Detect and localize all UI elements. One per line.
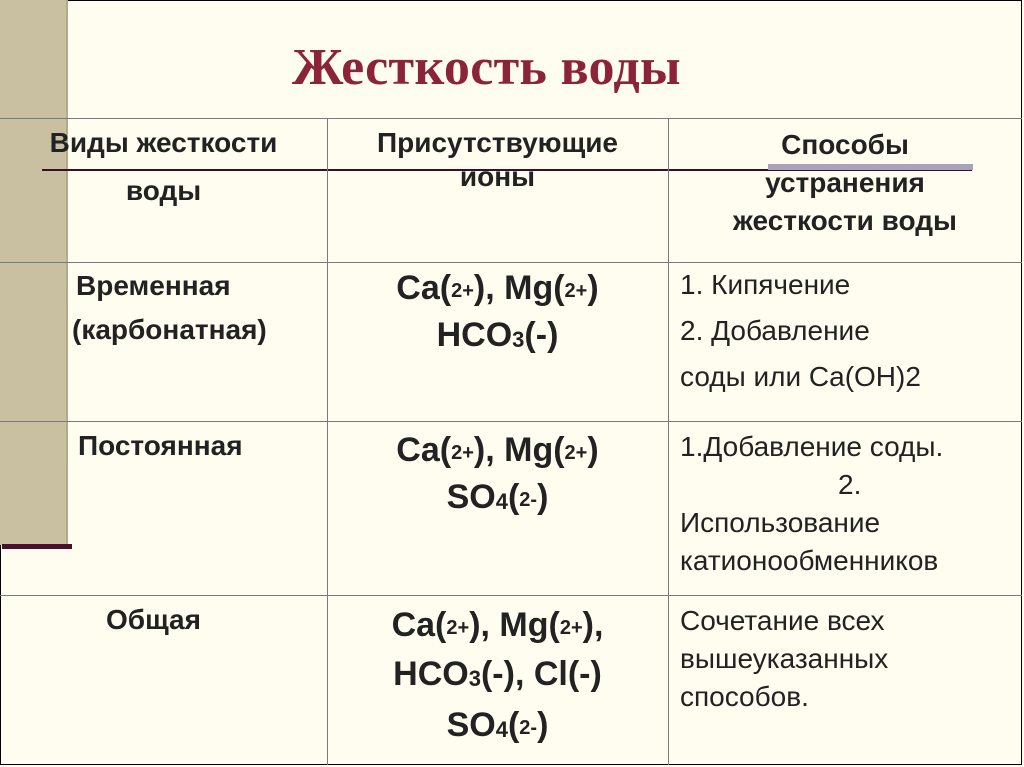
table-row-divider	[0, 595, 1022, 596]
header-line: устранения	[765, 167, 925, 198]
side-decor-bar	[0, 0, 68, 545]
ion-formula-part: HCO	[436, 316, 513, 354]
ion-formula-line	[327, 702, 668, 753]
slide-title: Жесткость воды	[292, 39, 681, 96]
ion-formula-line	[327, 266, 668, 313]
ion-formula-part: 2+	[446, 617, 470, 639]
method-line: 2. Добавление	[680, 315, 870, 346]
ion-formula-part: (	[439, 431, 452, 469]
ion-formula-part: (-), Cl(-)	[480, 655, 602, 693]
ion-formula-line	[327, 313, 668, 362]
method-line: соды или Ca(OH)2	[680, 361, 921, 392]
ion-formula-part: HCO	[393, 655, 469, 693]
header-line: воды	[125, 175, 202, 206]
row-type-temporary	[72, 268, 267, 348]
ion-formula-part: 4	[495, 489, 508, 514]
ion-formula-part: 2+	[451, 280, 474, 302]
ion-formula-part: )	[587, 431, 599, 469]
row-ions-total	[327, 602, 668, 753]
ion-formula-part: 2+	[451, 442, 474, 464]
ion-formula-part: (	[553, 431, 565, 469]
method-line: способов.	[680, 681, 809, 712]
ion-formula-part: (	[553, 269, 565, 307]
table-row-divider	[0, 421, 1022, 422]
method-line: катионообменников	[680, 545, 939, 576]
row-ions-permanent	[327, 428, 668, 524]
ion-formula-part: Ca	[391, 606, 436, 644]
ion-formula-part: 3	[512, 327, 525, 352]
ion-formula-line	[327, 602, 668, 651]
table-col-divider	[668, 118, 669, 765]
ion-formula-part: ), Mg	[473, 431, 554, 469]
type-line: Постоянная	[78, 430, 243, 461]
header-line: Способы	[781, 129, 909, 160]
type-line: (карбонатная)	[72, 314, 267, 345]
type-line: Временная	[76, 270, 231, 301]
header-line: жесткости воды	[733, 205, 957, 236]
ion-formula-part: 3	[468, 666, 481, 691]
ion-formula-part: (	[548, 606, 560, 644]
method-line: Сочетание всех	[680, 605, 885, 636]
side-accent-line	[2, 544, 72, 549]
ion-formula-part: SO	[446, 706, 496, 744]
ion-formula-part: (-)	[524, 316, 559, 354]
ion-formula-part: 2-	[519, 489, 538, 511]
header-types	[0, 124, 327, 210]
row-type-permanent	[78, 428, 243, 464]
ion-formula-part: ), Mg	[469, 606, 549, 644]
ion-formula-part: ), Mg	[473, 269, 554, 307]
table-border-top	[0, 118, 1022, 119]
table-row-divider	[0, 262, 1022, 263]
header-ions	[327, 124, 668, 196]
ion-formula-part: ),	[582, 606, 604, 644]
ion-formula-part: 2+	[559, 617, 583, 639]
ion-formula-part: 2-	[519, 717, 538, 739]
ion-formula-line	[327, 651, 668, 702]
header-line: Присутствующие	[377, 127, 618, 158]
ion-formula-line	[327, 475, 668, 524]
ion-formula-part: SO	[446, 478, 496, 516]
ion-formula-line	[327, 428, 668, 475]
ion-formula-part: Ca	[396, 269, 440, 307]
ion-formula-part: (	[507, 706, 520, 744]
ion-formula-part: Ca	[396, 431, 440, 469]
ion-formula-part: 2+	[564, 442, 588, 464]
method-line: 2.	[838, 469, 862, 500]
method-line: вышеуказанных	[680, 643, 889, 674]
type-line: Общая	[106, 604, 201, 635]
method-line: 1. Кипячение	[680, 269, 851, 300]
ion-formula-part: )	[537, 478, 549, 516]
row-methods-total	[680, 602, 888, 716]
ion-formula-part: )	[537, 706, 549, 744]
row-methods-permanent	[680, 428, 943, 580]
method-line: 1.Добавление соды.	[680, 431, 944, 462]
method-line: Использование	[680, 507, 881, 538]
ion-formula-part: )	[587, 269, 599, 307]
ion-formula-part: (	[435, 606, 447, 644]
header-methods	[690, 126, 1000, 240]
ion-formula-part: (	[507, 478, 520, 516]
ion-formula-part: 2+	[564, 280, 588, 302]
header-line: Виды жесткости	[49, 127, 278, 158]
row-ions-temporary	[327, 266, 668, 362]
ion-formula-part: 4	[495, 717, 508, 742]
row-methods-temporary	[680, 266, 921, 396]
header-line: ионы	[459, 161, 536, 192]
ion-formula-part: (	[439, 269, 452, 307]
row-type-total	[106, 602, 201, 638]
